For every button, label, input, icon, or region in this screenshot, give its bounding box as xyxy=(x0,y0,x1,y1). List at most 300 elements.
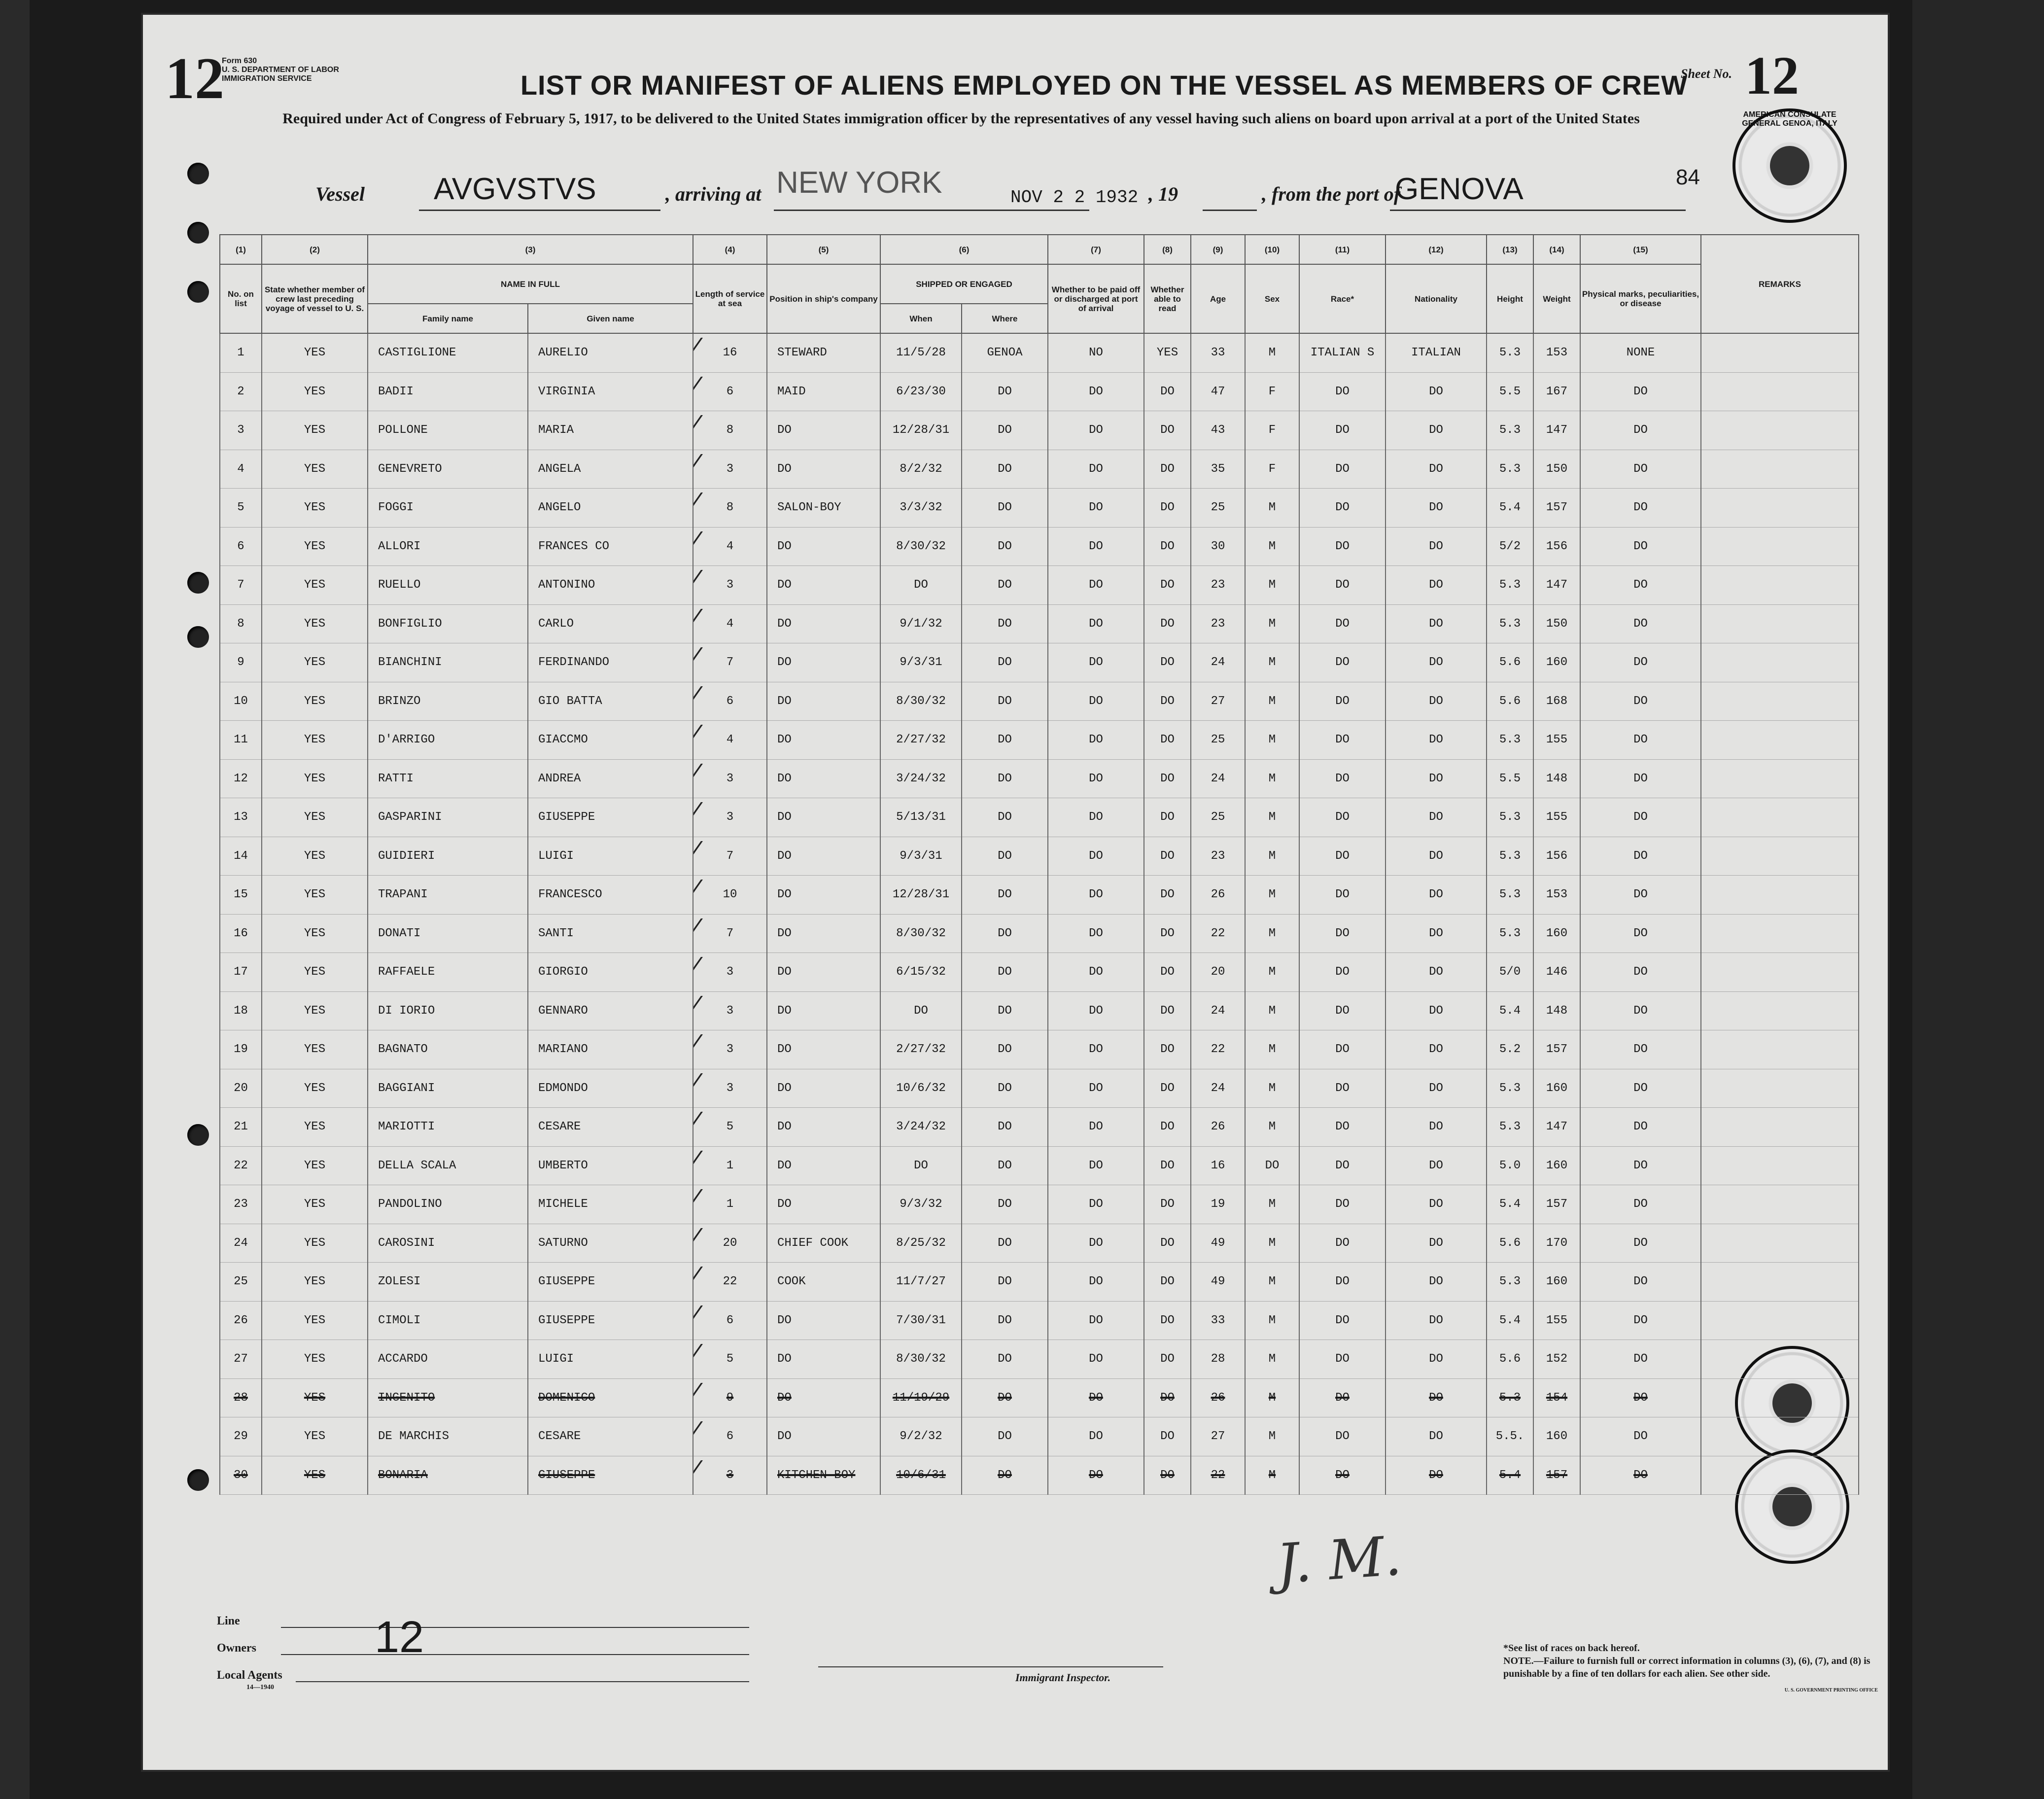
cell-race: DO xyxy=(1299,1146,1386,1185)
stamp-text: AMERICAN CONSULATE GENERAL GENOA, ITALY xyxy=(1742,110,1837,128)
cell-height: 5.5 xyxy=(1487,759,1533,798)
cell-marks: DO xyxy=(1580,1340,1701,1379)
cell-paid: DO xyxy=(1048,1185,1144,1224)
cell-when: 9/3/31 xyxy=(880,837,962,876)
cell-family: BRINZO xyxy=(368,682,528,721)
cell-sex: M xyxy=(1245,604,1299,643)
punch-hole xyxy=(187,1124,209,1146)
cell-weight: 160 xyxy=(1533,1263,1580,1302)
check-mark-icon xyxy=(693,996,732,1025)
cell-where: DO xyxy=(962,1224,1048,1263)
cell-us: YES xyxy=(262,566,368,605)
table-row xyxy=(220,721,1859,760)
cell-family: RAFFAELE xyxy=(368,953,528,992)
cell-position: DO xyxy=(767,1301,880,1340)
cell-age: 33 xyxy=(1191,1301,1245,1340)
cell-height: 5.3 xyxy=(1487,566,1533,605)
cell-read: DO xyxy=(1144,527,1191,566)
cell-marks: DO xyxy=(1580,798,1701,837)
cell-no: 16 xyxy=(220,914,262,953)
cell-when: 9/1/32 xyxy=(880,604,962,643)
table-row xyxy=(220,1263,1859,1302)
cell-sex: M xyxy=(1245,1456,1299,1495)
cell-height: 5.4 xyxy=(1487,489,1533,528)
cell-when: 11/5/28 xyxy=(880,333,962,372)
cell-read: DO xyxy=(1144,1456,1191,1495)
check-mark-icon xyxy=(693,686,732,716)
cell-when: 7/30/31 xyxy=(880,1301,962,1340)
cell-paid: DO xyxy=(1048,1263,1144,1302)
cell-no: 6 xyxy=(220,527,262,566)
cell-family: INGENITO xyxy=(368,1378,528,1417)
cell-age: 16 xyxy=(1191,1146,1245,1185)
cell-no: 20 xyxy=(220,1069,262,1108)
cell-service: 7 xyxy=(693,643,767,682)
cell-where: DO xyxy=(962,643,1048,682)
cell-remarks xyxy=(1701,604,1859,643)
cell-height: 5.3 xyxy=(1487,604,1533,643)
check-mark-icon xyxy=(693,1034,732,1064)
cell-paid: DO xyxy=(1048,1417,1144,1456)
cell-remarks xyxy=(1701,1417,1859,1456)
cell-given: GIUSEPPE xyxy=(528,1301,693,1340)
cell-family: DE MARCHIS xyxy=(368,1417,528,1456)
cell-read: DO xyxy=(1144,450,1191,489)
cell-no: 9 xyxy=(220,643,262,682)
cell-position: DO xyxy=(767,1146,880,1185)
cell-read: DO xyxy=(1144,1301,1191,1340)
cell-nat: DO xyxy=(1386,643,1487,682)
table-row xyxy=(220,527,1859,566)
cell-when: 2/27/32 xyxy=(880,1030,962,1069)
check-mark-icon xyxy=(693,918,732,948)
cell-marks: DO xyxy=(1580,604,1701,643)
cell-read: DO xyxy=(1144,721,1191,760)
cell-nat: DO xyxy=(1386,798,1487,837)
cell-where: DO xyxy=(962,1108,1048,1147)
page-subtitle: Required under Act of Congress of February 5, 1917, to be delivered to the United States immigration officer by the representatives of any vessel having such aliens on board upon arrival at a port of the United States xyxy=(282,110,1640,127)
cell-marks: DO xyxy=(1580,721,1701,760)
cell-given: ANDREA xyxy=(528,759,693,798)
department-label: U. S. DEPARTMENT OF LABOR xyxy=(222,66,339,74)
cell-height: 5/0 xyxy=(1487,953,1533,992)
cell-when: 3/24/32 xyxy=(880,759,962,798)
cell-age: 49 xyxy=(1191,1224,1245,1263)
cell-given: AURELIO xyxy=(528,333,693,372)
cell-when: 9/3/32 xyxy=(880,1185,962,1224)
check-mark-icon xyxy=(693,1267,732,1296)
cell-sex: M xyxy=(1245,1378,1299,1417)
cell-read: DO xyxy=(1144,411,1191,450)
cell-marks: DO xyxy=(1580,1301,1701,1340)
cell-height: 5.3 xyxy=(1487,333,1533,372)
cell-where: DO xyxy=(962,489,1048,528)
cell-age: 24 xyxy=(1191,1069,1245,1108)
cell-given: CESARE xyxy=(528,1108,693,1147)
cell-weight: 167 xyxy=(1533,372,1580,411)
cell-when: 8/2/32 xyxy=(880,450,962,489)
cell-height: 5.3 xyxy=(1487,1263,1533,1302)
cell-height: 5.2 xyxy=(1487,1030,1533,1069)
cell-sex: M xyxy=(1245,837,1299,876)
cell-race: DO xyxy=(1299,527,1386,566)
cell-us: YES xyxy=(262,1069,368,1108)
cell-read: DO xyxy=(1144,1263,1191,1302)
cell-paid: DO xyxy=(1048,1301,1144,1340)
cell-given: FRANCESCO xyxy=(528,876,693,915)
cell-remarks xyxy=(1701,721,1859,760)
cell-when: 8/30/32 xyxy=(880,1340,962,1379)
cell-given: MICHELE xyxy=(528,1185,693,1224)
cell-where: DO xyxy=(962,953,1048,992)
cell-marks: DO xyxy=(1580,759,1701,798)
header-given-name: Given name xyxy=(528,304,693,333)
footer-line-label: Line xyxy=(217,1615,240,1627)
cell-position: DO xyxy=(767,1069,880,1108)
cell-nat: DO xyxy=(1386,876,1487,915)
table-row xyxy=(220,798,1859,837)
cell-weight: 154 xyxy=(1533,1378,1580,1417)
cell-family: TRAPANI xyxy=(368,876,528,915)
cell-when: 6/15/32 xyxy=(880,953,962,992)
cell-remarks xyxy=(1701,333,1859,372)
cell-paid: DO xyxy=(1048,837,1144,876)
cell-sex: M xyxy=(1245,721,1299,760)
cell-position: DO xyxy=(767,798,880,837)
cell-no: 29 xyxy=(220,1417,262,1456)
cell-read: DO xyxy=(1144,837,1191,876)
cell-weight: 160 xyxy=(1533,914,1580,953)
check-mark-icon xyxy=(693,1112,732,1141)
cell-where: DO xyxy=(962,604,1048,643)
header-nationality: Nationality xyxy=(1386,264,1487,333)
cell-us: YES xyxy=(262,1301,368,1340)
cell-race: DO xyxy=(1299,991,1386,1030)
cell-weight: 147 xyxy=(1533,566,1580,605)
cell-height: 5.6 xyxy=(1487,1224,1533,1263)
manifest-sheet xyxy=(143,15,1888,1770)
arriving-label: , arriving at xyxy=(665,183,762,205)
cell-nat: DO xyxy=(1386,1456,1487,1495)
cell-us: YES xyxy=(262,914,368,953)
cell-weight: 156 xyxy=(1533,837,1580,876)
check-mark-icon xyxy=(693,1421,732,1451)
arrival-date-stamp: NOV 2 2 1932 xyxy=(1010,187,1139,208)
cell-nat: DO xyxy=(1386,914,1487,953)
cell-family: CAROSINI xyxy=(368,1224,528,1263)
header-age: Age xyxy=(1191,264,1245,333)
cell-height: 5.3 xyxy=(1487,721,1533,760)
cell-remarks xyxy=(1701,1146,1859,1185)
cell-position: DO xyxy=(767,643,880,682)
cell-nat: DO xyxy=(1386,721,1487,760)
cell-remarks xyxy=(1701,1030,1859,1069)
cell-when: DO xyxy=(880,991,962,1030)
cell-read: DO xyxy=(1144,489,1191,528)
cell-marks: DO xyxy=(1580,527,1701,566)
cell-read: DO xyxy=(1144,1417,1191,1456)
cell-marks: DO xyxy=(1580,1185,1701,1224)
table-row xyxy=(220,914,1859,953)
header-weight: Weight xyxy=(1533,264,1580,333)
cell-race: DO xyxy=(1299,566,1386,605)
cell-weight: 155 xyxy=(1533,798,1580,837)
cell-family: D'ARRIGO xyxy=(368,721,528,760)
cell-where: DO xyxy=(962,372,1048,411)
cell-service: 4 xyxy=(693,721,767,760)
cell-weight: 150 xyxy=(1533,450,1580,489)
check-mark-icon xyxy=(693,609,732,638)
cell-age: 23 xyxy=(1191,566,1245,605)
cell-us: YES xyxy=(262,450,368,489)
cell-us: YES xyxy=(262,1378,368,1417)
col-6-number: (6) xyxy=(880,235,1048,264)
cell-read: DO xyxy=(1144,372,1191,411)
cell-age: 25 xyxy=(1191,721,1245,760)
cell-us: YES xyxy=(262,1224,368,1263)
table-row xyxy=(220,1146,1859,1185)
cell-us: YES xyxy=(262,953,368,992)
footer-agents-label: Local Agents xyxy=(217,1669,282,1682)
cell-marks: DO xyxy=(1580,837,1701,876)
cell-age: 23 xyxy=(1191,604,1245,643)
vessel-name: AVGVSTVS xyxy=(434,172,596,206)
cell-position: SALON-BOY xyxy=(767,489,880,528)
cell-age: 43 xyxy=(1191,411,1245,450)
cell-marks: DO xyxy=(1580,1146,1701,1185)
cell-remarks xyxy=(1701,1263,1859,1302)
cell-paid: DO xyxy=(1048,1146,1144,1185)
cell-paid: DO xyxy=(1048,1378,1144,1417)
cell-height: 5.6 xyxy=(1487,682,1533,721)
cell-given: GENNARO xyxy=(528,991,693,1030)
cell-height: 5.3 xyxy=(1487,914,1533,953)
cell-us: YES xyxy=(262,837,368,876)
cell-read: DO xyxy=(1144,876,1191,915)
underline xyxy=(1203,210,1257,211)
punch-hole xyxy=(187,572,209,594)
form-code: 14—1940 xyxy=(246,1684,274,1691)
punch-hole xyxy=(187,163,209,184)
cell-race: DO xyxy=(1299,1340,1386,1379)
cell-read: DO xyxy=(1144,1146,1191,1185)
cell-us: YES xyxy=(262,1417,368,1456)
cell-paid: DO xyxy=(1048,566,1144,605)
cell-service: 3 xyxy=(693,1456,767,1495)
cell-remarks xyxy=(1701,759,1859,798)
cell-paid: DO xyxy=(1048,682,1144,721)
cell-remarks xyxy=(1701,411,1859,450)
cell-family: GASPARINI xyxy=(368,798,528,837)
cell-service: 20 xyxy=(693,1224,767,1263)
col-4-number: (4) xyxy=(693,235,767,264)
col-15-number: (15) xyxy=(1580,235,1701,264)
cell-height: 5.0 xyxy=(1487,1146,1533,1185)
cell-age: 49 xyxy=(1191,1263,1245,1302)
cell-marks: DO xyxy=(1580,1417,1701,1456)
cell-service: 3 xyxy=(693,450,767,489)
check-mark-icon xyxy=(693,725,732,754)
cell-sex: M xyxy=(1245,333,1299,372)
cell-position: DO xyxy=(767,991,880,1030)
cell-when: 5/13/31 xyxy=(880,798,962,837)
cell-service: 6 xyxy=(693,682,767,721)
cell-nat: DO xyxy=(1386,1185,1487,1224)
cell-paid: DO xyxy=(1048,953,1144,992)
cell-remarks xyxy=(1701,1108,1859,1147)
cell-nat: DO xyxy=(1386,837,1487,876)
cell-family: CIMOLI xyxy=(368,1301,528,1340)
cell-age: 24 xyxy=(1191,759,1245,798)
cell-no: 25 xyxy=(220,1263,262,1302)
cell-given: EDMONDO xyxy=(528,1069,693,1108)
cell-where: DO xyxy=(962,798,1048,837)
cell-service: 1 xyxy=(693,1185,767,1224)
cell-remarks xyxy=(1701,837,1859,876)
cell-no: 1 xyxy=(220,333,262,372)
header-last-voyage: State whether member of crew last preceding voyage of vessel to U. S. xyxy=(262,264,368,333)
cell-where: DO xyxy=(962,837,1048,876)
cell-position: DO xyxy=(767,566,880,605)
form-label: Form 630 xyxy=(222,57,257,65)
cell-sex: M xyxy=(1245,1340,1299,1379)
cell-us: YES xyxy=(262,876,368,915)
cell-service: 3 xyxy=(693,1069,767,1108)
cell-service: 7 xyxy=(693,837,767,876)
cell-when: 11/19/29 xyxy=(880,1378,962,1417)
check-mark-icon xyxy=(693,1151,732,1180)
cell-sex: M xyxy=(1245,798,1299,837)
cell-race: DO xyxy=(1299,837,1386,876)
cell-marks: DO xyxy=(1580,1069,1701,1108)
cell-height: 5.3 xyxy=(1487,1378,1533,1417)
cell-marks: DO xyxy=(1580,1378,1701,1417)
check-mark-icon xyxy=(693,1189,732,1219)
cell-no: 12 xyxy=(220,759,262,798)
cell-family: RATTI xyxy=(368,759,528,798)
cell-read: YES xyxy=(1144,333,1191,372)
cell-remarks xyxy=(1701,1340,1859,1379)
col-14-number: (14) xyxy=(1533,235,1580,264)
cell-family: FOGGI xyxy=(368,489,528,528)
cell-where: DO xyxy=(962,1146,1048,1185)
cell-sex: M xyxy=(1245,566,1299,605)
cell-where: DO xyxy=(962,1030,1048,1069)
cell-remarks xyxy=(1701,798,1859,837)
check-mark-icon xyxy=(693,1460,732,1490)
header-sex: Sex xyxy=(1245,264,1299,333)
cell-when: 3/3/32 xyxy=(880,489,962,528)
cell-no: 24 xyxy=(220,1224,262,1263)
cell-nat: DO xyxy=(1386,450,1487,489)
cell-remarks xyxy=(1701,1456,1859,1495)
cell-no: 22 xyxy=(220,1146,262,1185)
cell-height: 5.4 xyxy=(1487,991,1533,1030)
cell-race: DO xyxy=(1299,1224,1386,1263)
cell-paid: DO xyxy=(1048,604,1144,643)
service-label: IMMIGRATION SERVICE xyxy=(222,74,312,83)
cell-no: 7 xyxy=(220,566,262,605)
cell-paid: DO xyxy=(1048,759,1144,798)
cell-age: 24 xyxy=(1191,991,1245,1030)
table-row xyxy=(220,1069,1859,1108)
cell-marks: DO xyxy=(1580,450,1701,489)
cell-height: 5.3 xyxy=(1487,1108,1533,1147)
col-10-number: (10) xyxy=(1245,235,1299,264)
cell-when: 8/25/32 xyxy=(880,1224,962,1263)
cell-service: 9 xyxy=(693,1378,767,1417)
cell-when: 3/24/32 xyxy=(880,1108,962,1147)
inspector-signature: J. M. xyxy=(1274,1524,1404,1596)
cell-given: GIO BATTA xyxy=(528,682,693,721)
underline xyxy=(296,1681,749,1682)
cell-us: YES xyxy=(262,682,368,721)
cell-given: CARLO xyxy=(528,604,693,643)
cell-nat: DO xyxy=(1386,411,1487,450)
cell-given: CESARE xyxy=(528,1417,693,1456)
cell-remarks xyxy=(1701,527,1859,566)
underline xyxy=(419,210,660,211)
col-5-number: (5) xyxy=(767,235,880,264)
cell-weight: 160 xyxy=(1533,1146,1580,1185)
cell-when: DO xyxy=(880,566,962,605)
cell-given: DOMENICO xyxy=(528,1378,693,1417)
cell-nat: DO xyxy=(1386,1263,1487,1302)
cell-when: DO xyxy=(880,1146,962,1185)
cell-position: DO xyxy=(767,1378,880,1417)
cell-family: BADII xyxy=(368,372,528,411)
header-length-of-service: Length of service at sea xyxy=(693,264,767,333)
table-row xyxy=(220,1030,1859,1069)
check-mark-icon xyxy=(693,1383,732,1412)
handwritten-number: 84 xyxy=(1676,165,1700,189)
cell-family: BONFIGLIO xyxy=(368,604,528,643)
cell-nat: DO xyxy=(1386,1146,1487,1185)
footer-notes xyxy=(1503,1642,1878,1697)
cell-read: DO xyxy=(1144,991,1191,1030)
cell-when: 2/27/32 xyxy=(880,721,962,760)
cell-race: DO xyxy=(1299,372,1386,411)
table-row xyxy=(220,1340,1859,1379)
cell-height: 5.5 xyxy=(1487,372,1533,411)
cell-us: YES xyxy=(262,1185,368,1224)
check-mark-icon xyxy=(693,1228,732,1258)
cell-remarks xyxy=(1701,566,1859,605)
cell-no: 23 xyxy=(220,1185,262,1224)
underline xyxy=(281,1654,749,1655)
cell-us: YES xyxy=(262,411,368,450)
cell-paid: DO xyxy=(1048,450,1144,489)
cell-race: DO xyxy=(1299,1417,1386,1456)
header-where: Where xyxy=(962,304,1048,333)
cell-nat: DO xyxy=(1386,953,1487,992)
cell-no: 5 xyxy=(220,489,262,528)
col-8-number: (8) xyxy=(1144,235,1191,264)
table-row xyxy=(220,450,1859,489)
cell-nat: DO xyxy=(1386,1108,1487,1147)
crew-manifest-table xyxy=(219,234,1859,1495)
cell-weight: 148 xyxy=(1533,759,1580,798)
cell-position: DO xyxy=(767,1417,880,1456)
cell-weight: 153 xyxy=(1533,333,1580,372)
race-note: *See list of races on back hereof. xyxy=(1503,1643,1640,1654)
cell-read: DO xyxy=(1144,953,1191,992)
cell-service: 8 xyxy=(693,489,767,528)
cell-us: YES xyxy=(262,643,368,682)
cell-marks: DO xyxy=(1580,953,1701,992)
punch-hole xyxy=(187,626,209,648)
cell-marks: DO xyxy=(1580,876,1701,915)
